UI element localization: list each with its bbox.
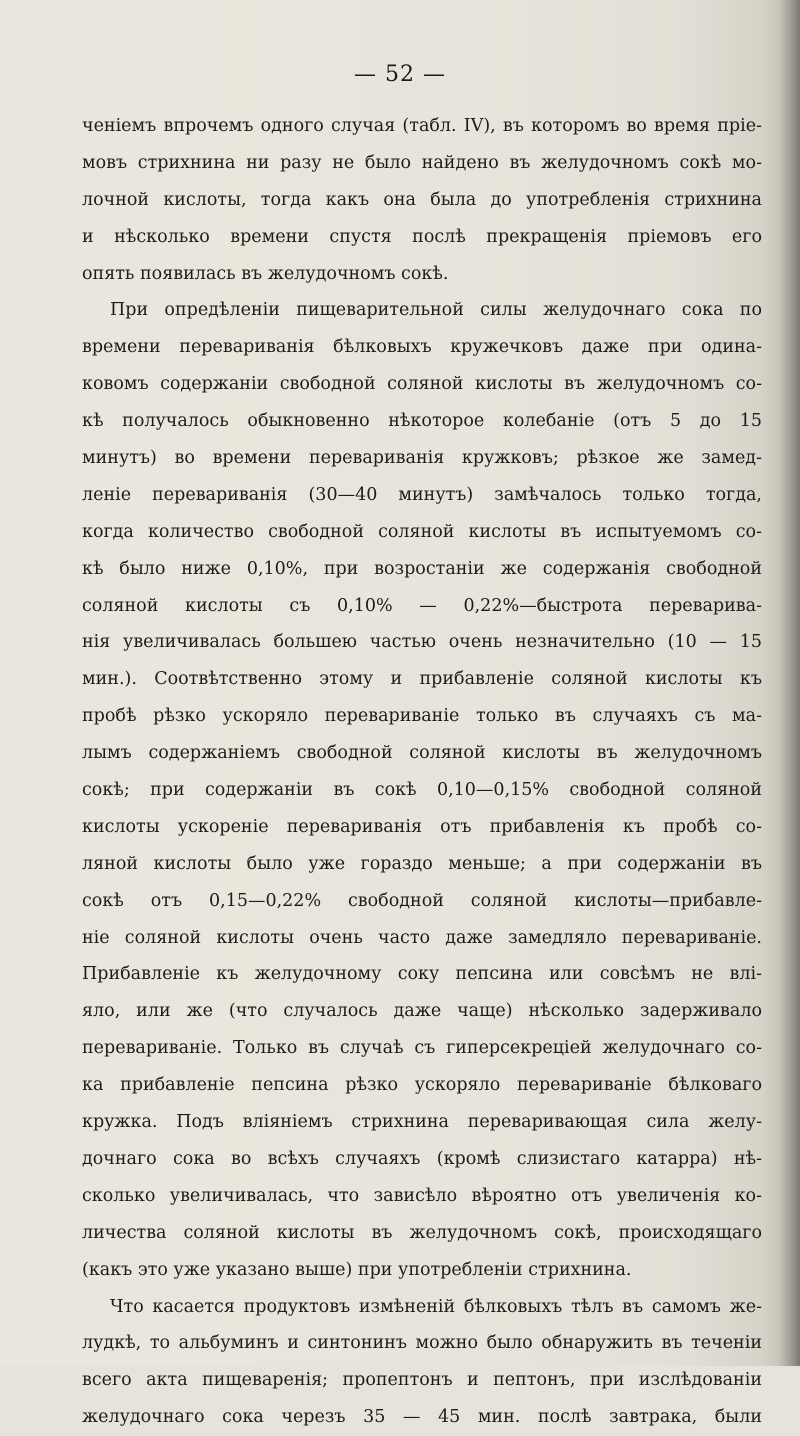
text-line: (какъ это уже указано выше) при употребленіи стрихнина. — [82, 1259, 632, 1280]
text-line: личества соляной кислоты въ желудочномъ сокѣ, происходящаго — [82, 1222, 762, 1243]
text-line: сокѣ отъ 0,15—0,22% свободной соляной кислоты—прибавле- — [82, 890, 762, 911]
text-line: ляной кислоты было уже гораздо меньше; а при содержаніи въ — [82, 853, 762, 874]
text-line: когда количество свободной соляной кислоты въ испытуемомъ со- — [82, 521, 762, 542]
paragraph-start-line: Что касается продуктовъ измѣненій бѣлковыхъ тѣлъ въ самомъ же- — [110, 1296, 762, 1317]
text-line: нія увеличивалась большею частью очень незначительно (10 — 15 — [82, 632, 762, 653]
text-line: пробѣ рѣзко ускоряло перевариваніе только въ случаяхъ съ ма- — [82, 706, 762, 727]
text-line: ченіемъ впрочемъ одного случая (табл. IV), въ которомъ во время пріе- — [82, 116, 762, 136]
text-line: дочнаго сока во всѣхъ случаяхъ (кромѣ слизистаго катарра) нѣ- — [82, 1148, 762, 1169]
text-line: Прибавленіе къ желудочному соку пепсина или совсѣмъ не влі- — [82, 964, 762, 985]
page-edge-shadow — [778, 0, 800, 1366]
text-line: кѣ было ниже 0,10%, при возростаніи же содержанія свободной — [82, 558, 762, 579]
text-line: времени переваривaнія бѣлковыхъ кружечковъ даже при одина- — [82, 337, 762, 358]
text-body — [82, 108, 762, 1436]
text-line: и нѣсколько времени спустя послѣ прекращенія пріемовъ его — [82, 226, 762, 247]
text-line: ковомъ содержаніи свободной соляной кислоты въ желудочномъ со- — [82, 374, 762, 395]
text-line: лудкѣ, то альбуминъ и синтонинъ можно было обнаружить въ теченіи — [82, 1333, 762, 1354]
text-line: соляной кислоты съ 0,10% — 0,22%—быстрота переварива- — [82, 595, 762, 616]
text-line: перевариваніе. Только въ случаѣ съ гиперсекреціей желудочнаго со- — [82, 1038, 762, 1059]
text-line: лымъ содержаніемъ свободной соляной кислоты въ желудочномъ — [82, 743, 762, 764]
text-line: желудочнаго сока черезъ 35 — 45 мин. послѣ завтрака, были — [82, 1407, 762, 1428]
text-line: кружка. Подъ вліяніемъ стрихнина переваривающая сила желу- — [82, 1112, 762, 1133]
text-line: ніе соляной кислоты очень часто даже замедляло перевариваніе. — [82, 927, 762, 948]
text-line: кѣ получалось обыкновенно нѣкоторое колебаніе (отъ 5 до 15 — [82, 411, 762, 432]
text-line: ка прибавленіе пепсина рѣзко ускоряло перевариваніе бѣлковаго — [82, 1075, 762, 1096]
text-line: всего акта пищеваренія; пропептонъ и пептонъ, при изслѣдованіи — [82, 1370, 762, 1391]
text-line: яло, или же (что случалось даже чаще) нѣсколько задерживало — [82, 1001, 762, 1022]
page-number: — 52 — — [354, 62, 446, 87]
text-line: сколько увеличивалась, что зависѣло вѣроятно отъ увеличенія ко- — [82, 1185, 762, 1206]
text-line: мин.). Соотвѣтственно этому и прибавленіе соляной кислоты къ — [82, 669, 762, 690]
text-line: мовъ стрихнина ни разу не было найдено въ желудочномъ сокѣ мо- — [82, 152, 762, 173]
text-line: кислоты ускореніе переваривaнія отъ прибавленія къ пробѣ со- — [82, 816, 762, 837]
text-line: минутъ) во времени переваривaнія кружковъ; рѣзкое же замед- — [82, 448, 762, 469]
paragraph-start-line: При опредѣленіи пищеварительной силы желудочнаго сока по — [110, 300, 762, 321]
text-line: леніе переваривaнія (30—40 минутъ) замѣчалось только тогда, — [82, 484, 762, 505]
text-line: лочной кислоты, тогда какъ она была до употребленія стрихнина — [82, 189, 762, 210]
text-line: опять появилась въ желудочномъ сокѣ. — [82, 263, 449, 284]
text-line: сокѣ; при содержаніи въ сокѣ 0,10—0,15% свободной соляной — [82, 780, 762, 801]
